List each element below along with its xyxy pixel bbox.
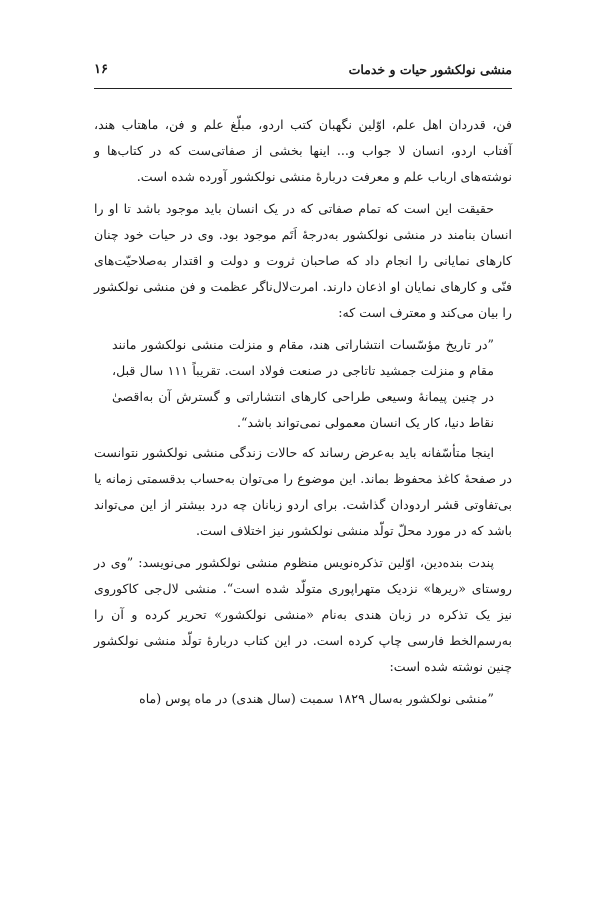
block-quote-1: ”در تاریخ مؤسّسات انتشاراتی هند، مقام و منزلت منشی نولکشور مانند مقام و منزلت جمشید تاتاجی در صنعت فولاد است. تقریباً ۱۱۱ سال قبل، در چنین پیمانهٔ وسیعی طراحی کارهای انتشاراتی و گسترش آن به‌اقصیٰ نقاط دنیا، کار یک انسان معمولی نمی‌تواند باشد“. <box>112 337 495 430</box>
header-divider <box>94 88 512 89</box>
paragraph-3: اینجا متأسّفانه باید به‌عرض رساند که حالات زندگی منشی نولکشور نتوانست در صفحهٔ کاغذ محفوظ بماند. این موضوع را می‌توان به‌حساب بدقسمتی زمانه یا بی‌تفاوتی قشر اردودان گذاشت. برای اردو زبانان چه درد بیشتر از این می‌تواند باشد که در مورد محلّ تولّد منشی نولکشور نیز اختلاف است. <box>94 445 512 538</box>
running-title: منشی نولکشور حیات و خدمات <box>348 62 512 77</box>
paragraph-2: حقیقت این است که تمام صفاتی که در یک انسان باید موجود باشد تا او را انسان بنامند در منشی نولکشور به‌درجهٔ اَتَم موجود بود. وی در حیات خود چنان کارهای نمایانی را انجام داد که صاحبان ثروت و دولت و اقتدار به‌صلاحیّت‌های فنّی و کارهای نمایان او اذعان دارند. امرت‌لال‌ناگر عظمت و فن منشی نولکشور را بیان می‌کند و معترف است که: <box>94 201 512 320</box>
page-header <box>94 62 512 84</box>
body-text <box>94 112 512 716</box>
block-quote-2: ”منشی نولکشور به‌سال ۱۸۲۹ سمبت (سال هندی) در ماه پوس (ماه <box>139 691 494 706</box>
paragraph-1: فن، قدردان اهل علم، اوّلین نگهبان کتب اردو، مبلّغ علم و فن، ماهتاب هند، آفتاب اردو، انسان لا جواب و... اینها بخشی از صفاتی‌ست که در کتاب‌ها و نوشته‌های ارباب علم و معرفت دربارهٔ منشی نولکشور آورده شده است. <box>94 117 512 184</box>
page-number: ۱۶ <box>94 62 108 77</box>
paragraph-4: پندت بنده‌دین، اوّلین تذکره‌نویس منظوم منشی نولکشور می‌نویسد: ”وی در روستای «ریرها» نزدیک متهراپوری متولّد شده است“. منشی لال‌جی کاکوروی نیز یک تذکره در زبان هندی به‌نام «منشی نولکشور» تحریر کرده و آن را به‌رسم‌الخط فارسی چاپ کرده است. در این کتاب دربارهٔ تولّد منشی نولکشور چنین نوشته شده است: <box>94 555 512 674</box>
